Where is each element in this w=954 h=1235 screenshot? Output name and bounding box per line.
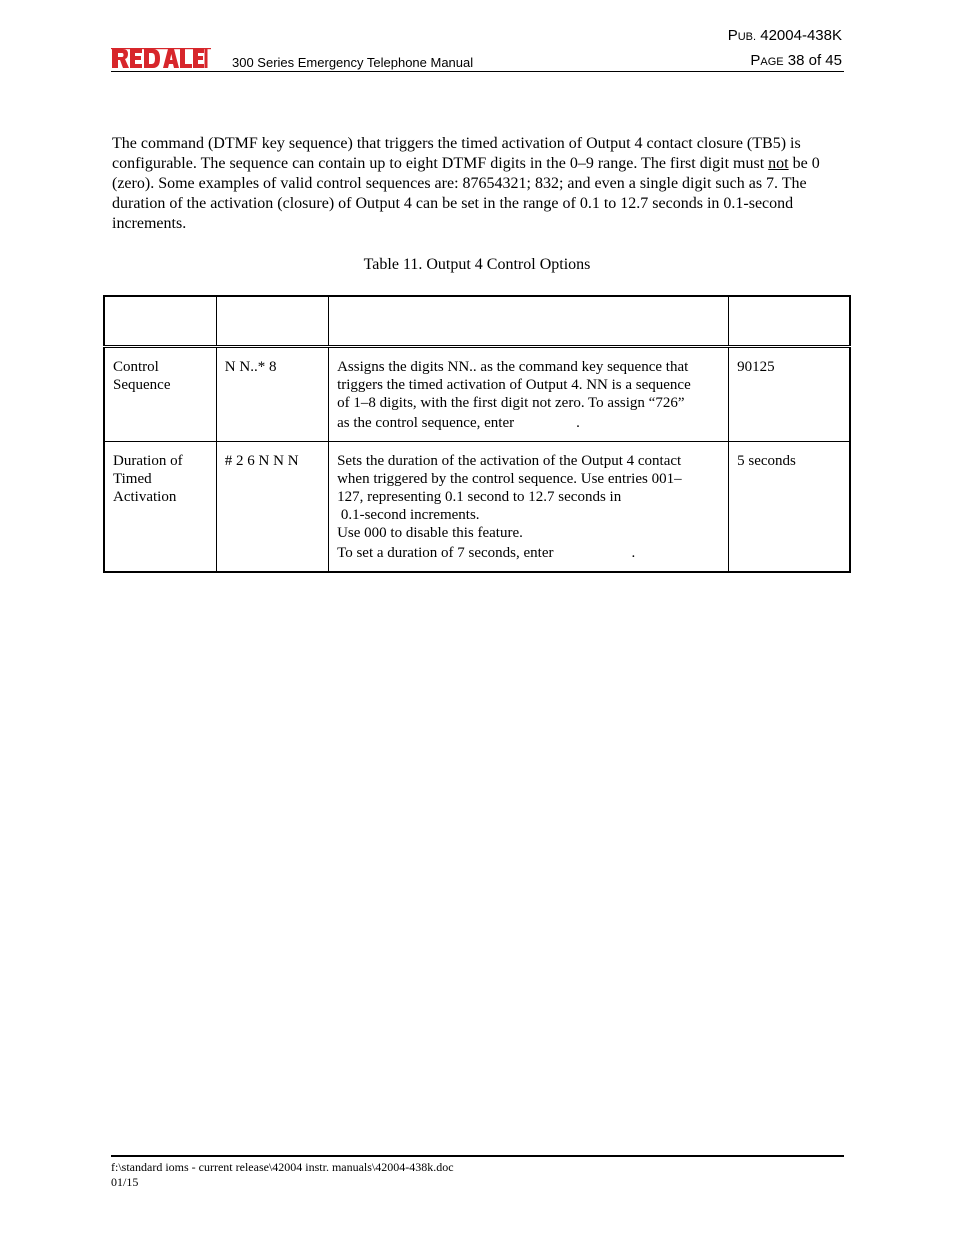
intro-paragraph: The command (DTMF key sequence) that triggers the timed activation of Output 4 contact closure (TB5) is configurable. The sequence can contain up to eight DTMF digits in the 0–9 range. The first digit must not be 0 (zero). Some examples of valid control sequences are: 87654321; 832; and even a single digit such as 7. The duration of the activation (closure) of Output 4 can be set in the range of 0.1 to 12.7 seconds in 0.1-second increments.: [112, 135, 820, 232]
publication-number: PUB. 42004-438K: [727, 27, 842, 44]
code-cell: # 2 6 N N N: [216, 442, 328, 573]
default-cell: 90125: [729, 347, 850, 442]
table-caption: Table 11. Output 4 Control Options: [363, 256, 591, 273]
page-number: PAGE 38 of 45: [750, 52, 842, 69]
description-cell: Sets the duration of the activation of the Output 4 contact when triggered by the control sequence. Use entries 001– 127, representing 0.1 second to 12.7 seconds in 0.1-second increments. Use 000 to disable this feature. To set a duration of 7 seconds, enter .: [329, 442, 729, 573]
underlined-word: not: [768, 155, 789, 172]
table-header-row: [104, 296, 850, 347]
footer-rule: [111, 1155, 844, 1157]
option-cell: Duration of Timed Activation: [104, 442, 216, 573]
revision-date: 01/15: [111, 1175, 139, 1189]
manual-title: 300 Series Emergency Telephone Manual: [232, 55, 474, 70]
file-path: f:\standard ioms - current release\42004 instr. manuals\42004-438k.doc: [111, 1160, 454, 1174]
default-cell: 5 seconds: [729, 442, 850, 573]
table-row: [104, 347, 850, 442]
table-row: [104, 442, 850, 573]
description-cell: Assigns the digits NN.. as the command key sequence that triggers the timed activation of Output 4. NN is a sequence of 1–8 digits, with the first digit not zero. To assign “726” as the control sequence, enter .: [329, 347, 729, 442]
output4-control-options-table: [103, 295, 851, 573]
code-cell: N N..* 8: [216, 347, 328, 442]
column-header: [329, 296, 729, 347]
footer: [111, 1160, 454, 1190]
option-cell: Control Sequence: [104, 347, 216, 442]
red-alert-logo: [111, 43, 211, 70]
column-header: [104, 296, 216, 347]
header-rule: [111, 71, 844, 72]
column-header: [729, 296, 850, 347]
column-header: [216, 296, 328, 347]
